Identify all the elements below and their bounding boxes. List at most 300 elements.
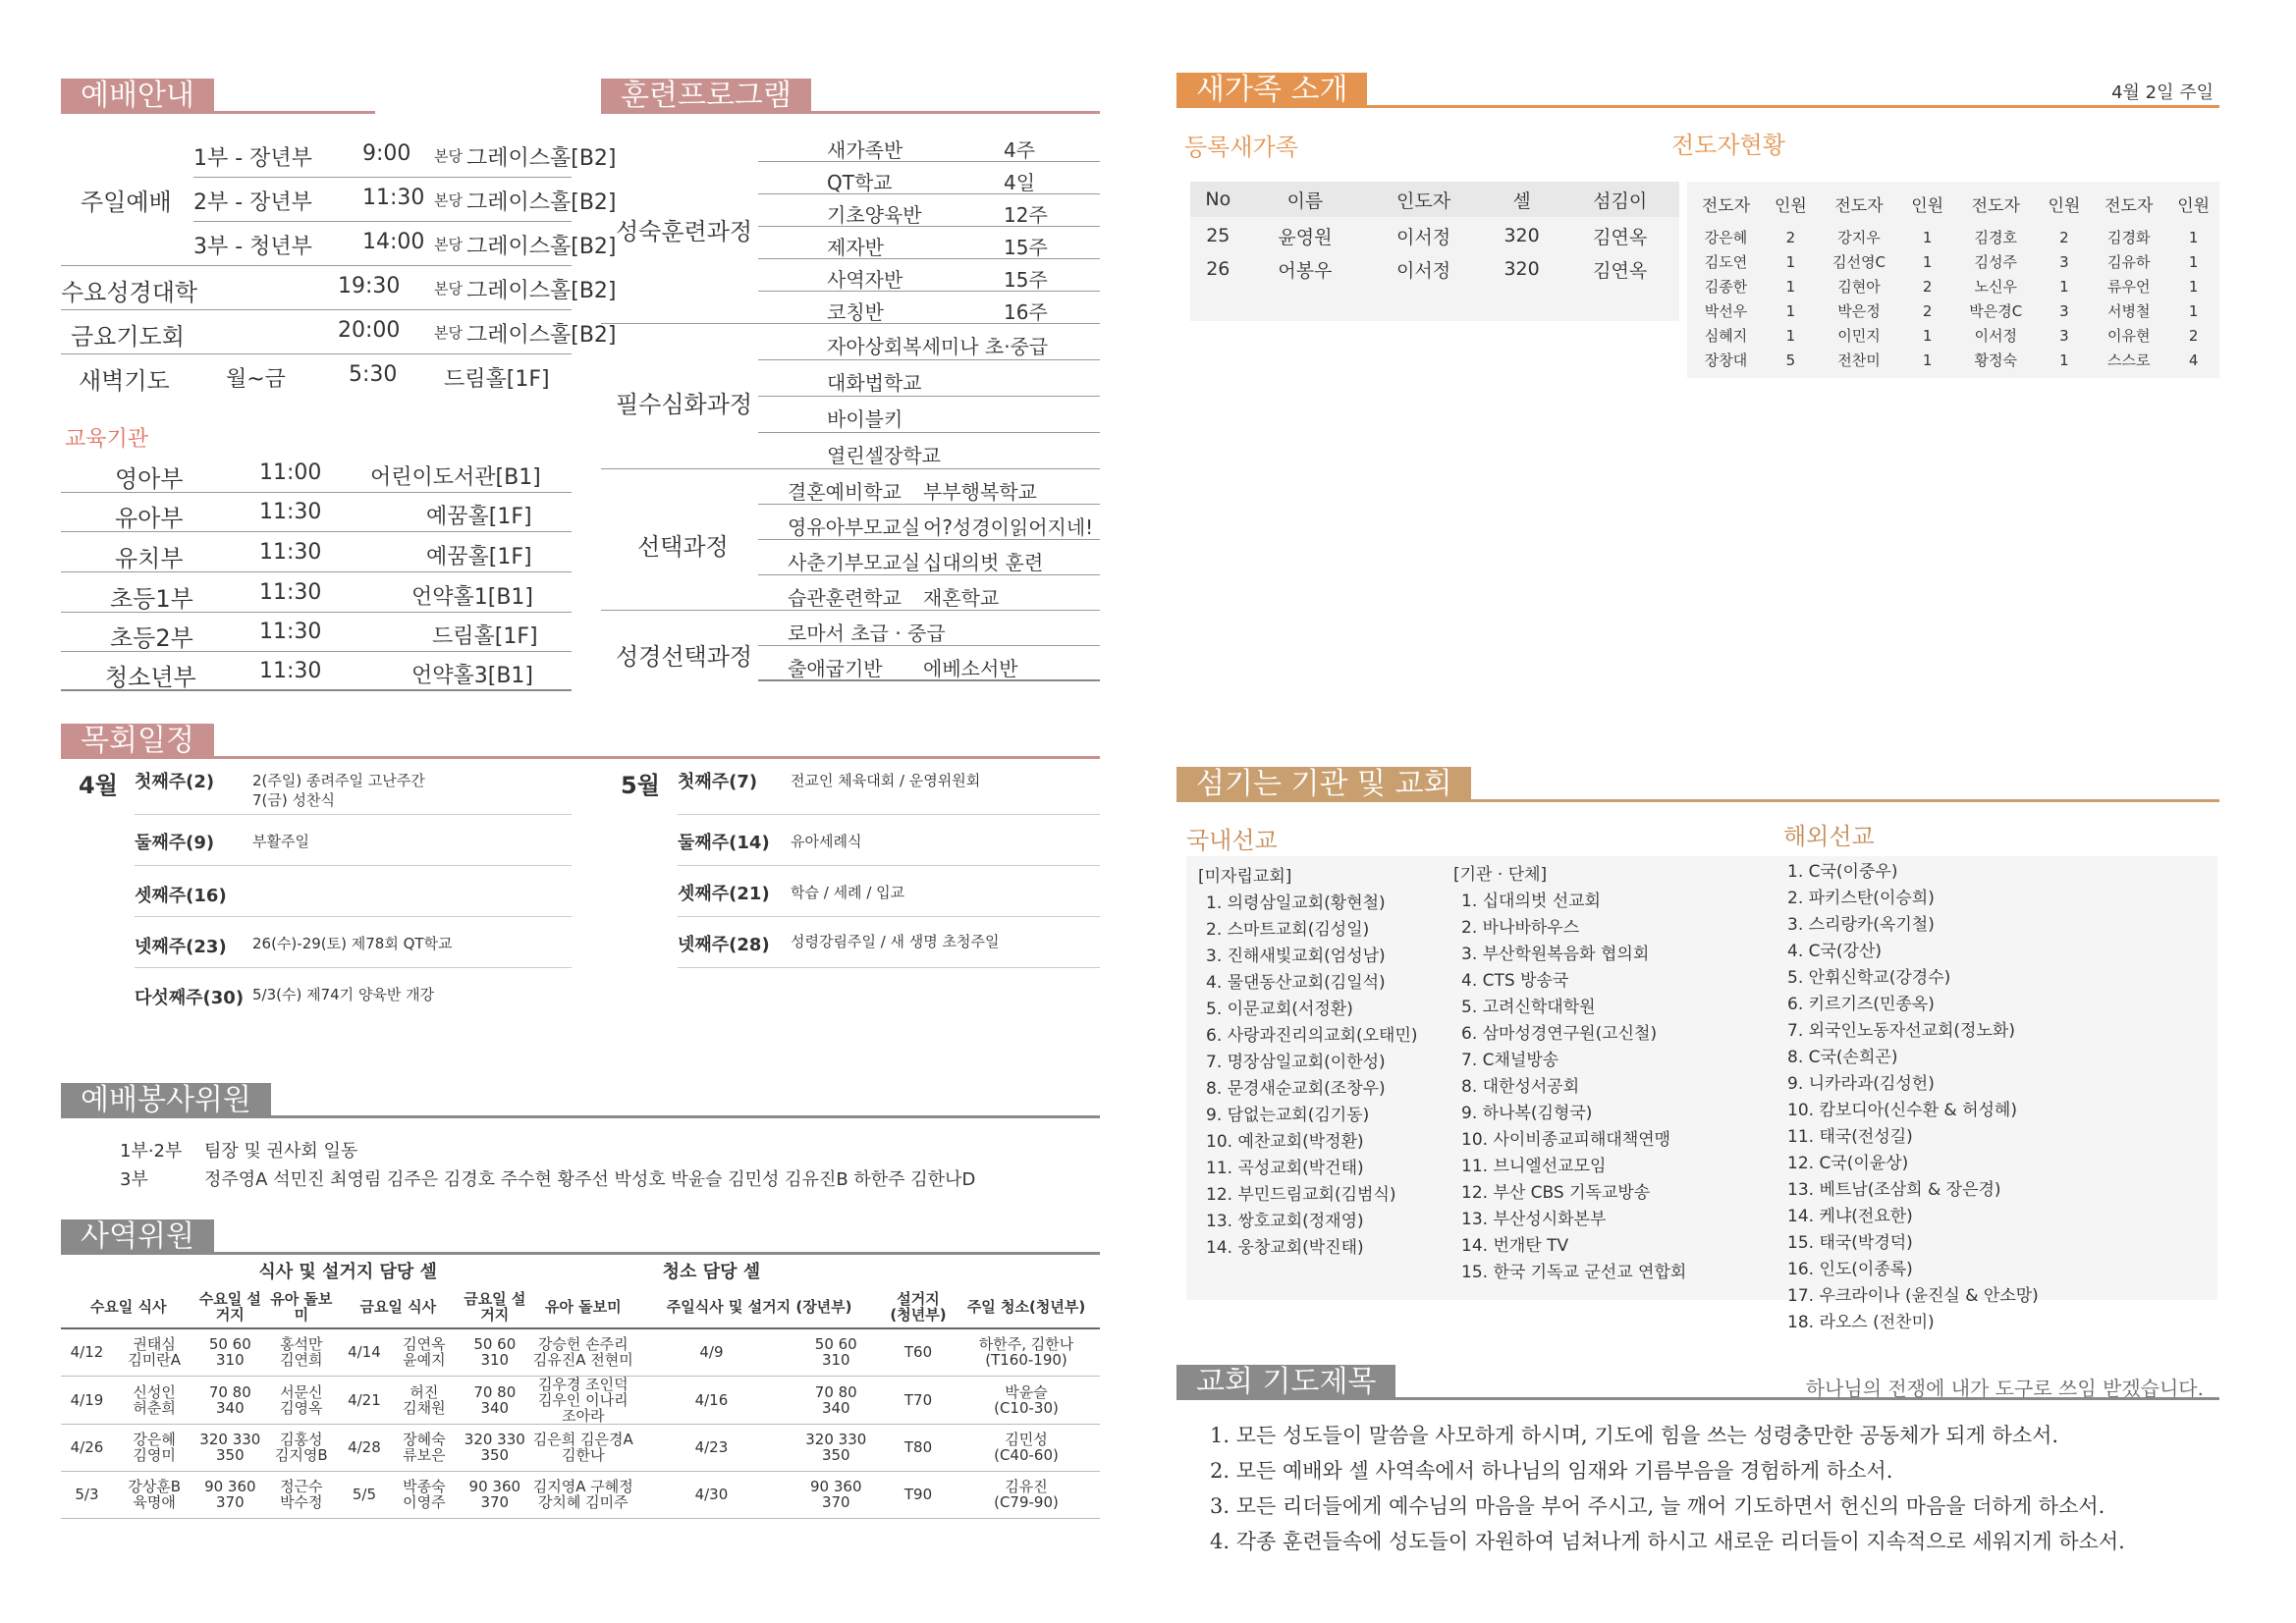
domestic-title: 국내선교 <box>1186 827 1278 854</box>
service-day: 월~금 <box>226 367 286 392</box>
church-item: 2. 스마트교회(김성일) <box>1206 920 1370 940</box>
col-header: 유아 돌보미 <box>531 1285 634 1328</box>
service-name: 3부 - 청년부 <box>193 235 312 259</box>
prayer-subtitle: 하나님의 전쟁에 내가 도구로 쓰임 받겠습니다. <box>1805 1377 2204 1400</box>
ev-cell: 강은혜 <box>1704 229 1748 246</box>
org-item: 15. 한국 기독교 군선교 연합회 <box>1461 1263 1687 1282</box>
ev-col-header: 인원 <box>2177 195 2211 216</box>
church-item: 13. 쌍호교회(정재영) <box>1206 1212 1364 1231</box>
fri-meal-line: 허진 <box>410 1382 439 1401</box>
ev-cell: 1 <box>1785 252 1796 271</box>
wed-dish-line: 50 60 <box>208 1335 251 1354</box>
course-name-2: 부부행복학교 <box>923 480 1037 504</box>
cleaning-line: (T160-190) <box>985 1351 1067 1370</box>
worship-row <box>61 310 617 354</box>
cleaning-line: 하한주, 김한나 <box>978 1335 1074 1354</box>
service-place: 그레이스홀[B2] <box>466 279 617 303</box>
course-row <box>758 360 1100 397</box>
ev-cell: 1 <box>1922 252 1933 271</box>
foreign-item: 6. 키르기즈(민종옥) <box>1787 995 1935 1014</box>
wed-care <box>264 1471 338 1518</box>
week-label: 다섯째주(30) <box>135 988 245 1008</box>
ministry-row <box>61 1376 1100 1424</box>
ev-cell: 1 <box>1922 326 1933 345</box>
course-length: 12주 <box>1004 203 1048 227</box>
sun-meal-line: 50 60 <box>814 1335 857 1354</box>
ev-cell: 스스로 <box>2107 352 2151 369</box>
fri-dish-line: 340 <box>480 1398 510 1417</box>
evangelist-row <box>1687 348 2219 372</box>
sun-meal-line: 340 <box>821 1398 850 1417</box>
fri-dish-line: 370 <box>480 1493 510 1511</box>
ev-col-header: 전도자 <box>2105 195 2154 216</box>
foreign-item: 9. 니카라과(김성헌) <box>1787 1074 1935 1094</box>
org-item: 14. 번개탄 TV <box>1461 1236 1569 1256</box>
ev-cell: 김성주 <box>1974 253 2017 271</box>
wed-dish-line: 90 360 <box>204 1478 256 1495</box>
ev-col-header: 전도자 <box>1971 195 2020 216</box>
course-name: 로마서 초급 · 중급 <box>788 622 946 645</box>
course-row <box>601 433 1100 469</box>
prayer-item: 4. 각종 훈련들속에 성도들이 자원하여 넘쳐나게 하시고 새로운 리더들이 지속적으로 세워지게 하소서. <box>1210 1530 2125 1553</box>
ev-cell: 박은정 <box>1837 302 1881 320</box>
foreign-item: 16. 인도(이종록) <box>1787 1260 1913 1279</box>
col-header: 금요일 설거지 <box>458 1285 531 1328</box>
org-item: 3. 부산학원복음화 협의회 <box>1461 945 1650 964</box>
org-item: 1. 십대의벗 선교회 <box>1461 892 1601 911</box>
course-name: 열린셀장학교 <box>827 444 941 467</box>
wed-dish-line: 340 <box>215 1398 245 1417</box>
foreign-item: 1. C국(이중우) <box>1787 862 1898 882</box>
dept-place: 어린이도서관[B1] <box>370 465 541 490</box>
sun-date: 4/16 <box>634 1376 788 1424</box>
dept-name: 청소년부 <box>105 664 196 691</box>
ev-cell: 박은경C <box>1969 302 2023 320</box>
evangelist-title: 전도자현황 <box>1671 132 1785 159</box>
week-row <box>678 866 1100 917</box>
course-name-2: 에베소서반 <box>923 657 1018 680</box>
wed-care-line: 서문신 <box>280 1382 323 1401</box>
pastoral-header <box>61 724 1100 759</box>
week-label: 첫째주(7) <box>678 772 758 792</box>
ev-cell: 1 <box>2188 228 2199 246</box>
education-row <box>61 613 572 652</box>
nf-cell: 이서정 <box>1396 259 1451 282</box>
ev-cell: 전찬미 <box>1837 352 1881 369</box>
training-title: 훈련프로그램 <box>601 79 811 114</box>
nf-cell: 320 <box>1503 258 1540 280</box>
course-row <box>758 194 1100 227</box>
sun-meal <box>789 1328 884 1376</box>
service-place: 그레이스홀[B2] <box>466 235 617 259</box>
prayer-title: 교회 기도제목 <box>1176 1365 1395 1400</box>
course-row <box>758 324 1100 360</box>
week-label: 셋째주(21) <box>678 884 770 904</box>
fri-care-line: 김우인 이나리 <box>537 1390 629 1409</box>
church-item: 10. 예찬교회(박정환) <box>1206 1132 1364 1152</box>
org-item: 7. C채널방송 <box>1461 1051 1559 1070</box>
course-length: 4주 <box>1004 138 1036 162</box>
wed-dish-line: 320 330 <box>199 1431 261 1448</box>
service-name: 새벽기도 <box>79 367 170 395</box>
org-item: 5. 고려신학대학원 <box>1461 998 1596 1017</box>
ev-cell: 강지우 <box>1837 229 1881 246</box>
course-group-name: 선택과정 <box>637 533 729 561</box>
wed-dish-line: 70 80 <box>208 1382 251 1401</box>
week-row <box>135 815 572 866</box>
churches-head: [미자립교회] <box>1198 867 1292 887</box>
wed-date: 4/12 <box>61 1328 113 1376</box>
org-item: 11. 브니엘선교모임 <box>1461 1157 1607 1176</box>
newfamily-row <box>1190 254 1679 284</box>
evangelist-row <box>1687 298 2219 323</box>
foreign-item: 8. C국(손희곤) <box>1787 1048 1898 1067</box>
week-label: 넷째주(23) <box>135 937 227 957</box>
org-item: 13. 부산성시화본부 <box>1461 1210 1607 1229</box>
church-item: 11. 곡성교회(박건태) <box>1206 1159 1364 1178</box>
week-event: 5/3(수) 제74기 양육반 개강 <box>252 986 435 1003</box>
foreign-item: 3. 스리랑카(옥기철) <box>1787 915 1935 935</box>
youth-dish: T70 <box>884 1376 953 1424</box>
foreign-item: 2. 파키스탄(이승희) <box>1787 889 1935 908</box>
wed-date: 4/19 <box>61 1376 113 1424</box>
ev-cell: 서병철 <box>2107 302 2151 320</box>
course-row <box>758 540 1100 575</box>
foreign-item: 10. 캄보디아(신수환 & 허성혜) <box>1787 1101 2017 1120</box>
cleaning <box>953 1424 1100 1471</box>
course-name: 출애굽기반 <box>788 657 883 680</box>
fri-dish <box>458 1328 531 1376</box>
wed-meal-line: 허춘희 <box>133 1398 176 1417</box>
service-place: 드림홀[1F] <box>444 367 550 392</box>
service-name: 1부 - 장년부 <box>193 146 312 171</box>
fri-dish-line: 320 330 <box>464 1431 525 1448</box>
foreign-item: 7. 외국인노동자선교회(정노화) <box>1787 1021 2015 1041</box>
course-name: 사춘기부모교실 <box>788 551 921 574</box>
wed-meal-line: 강은혜 <box>133 1431 176 1448</box>
week-row <box>135 866 572 917</box>
ev-cell: 류우언 <box>2107 278 2151 296</box>
course-name: 제자반 <box>827 236 884 259</box>
sun-meal-line: 350 <box>821 1446 850 1464</box>
week-label: 첫째주(2) <box>135 772 215 792</box>
wed-care-line: 박수정 <box>280 1493 323 1511</box>
course-name: 습관훈련학교 <box>788 586 902 610</box>
dept-place: 예꿈홀[1F] <box>426 505 532 529</box>
wed-care-line: 정근수 <box>280 1478 323 1495</box>
fri-dish <box>458 1424 531 1471</box>
worship-row <box>61 354 572 399</box>
ev-cell: 김종한 <box>1704 278 1748 296</box>
course-row <box>601 575 1100 611</box>
youth-dish: T80 <box>884 1424 953 1471</box>
week-row <box>135 764 572 815</box>
dept-time: 11:00 <box>259 460 322 485</box>
dept-time: 11:30 <box>259 580 322 605</box>
wed-care-line: 김홍성 <box>280 1431 323 1448</box>
ev-cell: 이민지 <box>1837 327 1881 345</box>
sun-meal-line: 70 80 <box>814 1382 857 1401</box>
nf-col-header: 셀 <box>1483 182 1560 217</box>
course-name-2: 십대의벗 훈련 <box>923 551 1044 574</box>
course-name-2: 어?성경이읽어지네! <box>923 515 1094 539</box>
ev-cell: 김선영C <box>1832 253 1886 271</box>
course-row <box>601 292 1100 324</box>
fri-dish <box>458 1471 531 1518</box>
ev-cell: 2 <box>2188 326 2199 345</box>
ministry-row <box>61 1471 1100 1518</box>
week-event: 2(주일) 종려주일 고난주간 <box>252 772 425 789</box>
week-row <box>135 917 572 968</box>
course-group-name: 성숙훈련과정 <box>616 218 753 245</box>
missions-title: 섬기는 기관 및 교회 <box>1176 767 1471 802</box>
foreign-item: 5. 안휘신학교(강경수) <box>1787 968 1951 988</box>
nf-col-header: 섬김이 <box>1560 182 1679 217</box>
ev-cell: 2 <box>1922 277 1933 296</box>
wed-meal <box>113 1328 195 1376</box>
wed-care-line: 김지영B <box>274 1446 328 1464</box>
ev-cell: 1 <box>2188 277 2199 296</box>
col-header: 금요일 식사 <box>338 1285 458 1328</box>
foreign-item: 15. 태국(박경덕) <box>1787 1233 1913 1253</box>
ev-cell: 장창대 <box>1704 352 1748 369</box>
dept-place: 언약홀3[B1] <box>411 664 534 688</box>
fri-care-line: 김유진A 전현미 <box>532 1351 633 1370</box>
evangelist-row <box>1687 225 2219 249</box>
wed-date: 4/26 <box>61 1424 113 1471</box>
fri-dish-line: 90 360 <box>468 1478 521 1495</box>
col-header: 유아 돌보미 <box>264 1285 338 1328</box>
week-label: 둘째주(14) <box>678 833 770 853</box>
ev-col-header: 인원 <box>2048 195 2081 216</box>
course-row <box>758 259 1100 292</box>
ev-cell: 2 <box>1922 301 1933 320</box>
ev-cell: 1 <box>2059 277 2069 296</box>
fri-date: 4/21 <box>338 1376 390 1424</box>
service-name: 금요기도회 <box>71 323 185 351</box>
worship-title: 예배안내 <box>61 79 214 114</box>
wed-care <box>264 1328 338 1376</box>
week-row <box>678 815 1100 866</box>
ev-cell: 김도연 <box>1704 253 1748 271</box>
sunday-row <box>193 134 617 178</box>
fri-care-line: 김은희 김은경A <box>532 1431 633 1448</box>
ev-cell: 김유하 <box>2107 253 2151 271</box>
wed-care <box>264 1376 338 1424</box>
course-name: 새가족반 <box>827 138 903 162</box>
foreign-item: 11. 태국(전성길) <box>1787 1127 1913 1147</box>
service-time: 14:00 <box>362 230 425 254</box>
ev-cell: 1 <box>2059 351 2069 369</box>
org-item: 6. 삼마성경연구원(고신철) <box>1461 1024 1658 1044</box>
course-name: QT학교 <box>827 171 893 194</box>
cleaning-line: 김유진 <box>1005 1478 1048 1495</box>
course-length: 15주 <box>1004 268 1048 292</box>
ev-cell: 3 <box>2059 326 2069 345</box>
fri-care-line: 김한나 <box>562 1446 605 1464</box>
ev-cell: 김현아 <box>1837 278 1881 296</box>
week-event: 학습 / 세례 / 입교 <box>791 884 905 901</box>
course-row <box>758 162 1100 194</box>
dept-name: 초등2부 <box>110 624 193 652</box>
wed-meal-line: 신성인 <box>133 1382 176 1401</box>
wed-meal <box>113 1376 195 1424</box>
service-text: 팀장 및 권사회 일동 <box>204 1141 358 1162</box>
prayer-item: 3. 모든 리더들에게 예수님의 마음을 부어 주시고, 늘 깨어 기도하면서 헌신의 마음을 더하게 하소서. <box>1210 1494 2105 1518</box>
ev-col-header: 전도자 <box>1701 195 1751 216</box>
service-time: 9:00 <box>362 141 411 166</box>
newfamily-table-box <box>1190 182 1679 321</box>
fri-dish-line: 70 80 <box>473 1382 517 1401</box>
training-header <box>601 79 1100 114</box>
week-label: 둘째주(9) <box>135 833 215 853</box>
dept-name: 초등1부 <box>110 585 193 613</box>
ev-cell: 1 <box>2188 252 2199 271</box>
course-row <box>758 505 1100 540</box>
meal-header: 식사 및 설거지 담당 셀 <box>258 1262 437 1282</box>
fri-care <box>531 1328 634 1376</box>
course-row <box>758 397 1100 433</box>
ministry-header <box>61 1219 1100 1255</box>
fri-dish-line: 310 <box>480 1351 510 1370</box>
week-event: 26(수)-29(토) 제78회 QT학교 <box>252 935 453 952</box>
dept-time: 11:30 <box>259 540 322 565</box>
sun-date: 4/9 <box>634 1328 788 1376</box>
bulletin-date: 4월 2일 주일 <box>2111 82 2214 103</box>
org-item: 8. 대한성서공회 <box>1461 1077 1580 1097</box>
ev-col-header: 인원 <box>1774 195 1807 216</box>
service-label: 3부 <box>120 1169 148 1190</box>
ev-col-header: 인원 <box>1911 195 1944 216</box>
sunday-label: 주일예배 <box>81 189 172 216</box>
service-place: 그레이스홀[B2] <box>466 190 617 215</box>
week-row <box>678 764 1100 815</box>
fri-care-line: 강치혜 김미주 <box>537 1493 629 1511</box>
dept-name: 유아부 <box>115 505 184 532</box>
sunday-row <box>193 178 617 222</box>
orgs-list <box>1453 862 1686 1286</box>
nf-cell: 윤영원 <box>1278 226 1333 248</box>
org-item: 2. 바나바하우스 <box>1461 918 1580 938</box>
ev-cell: 3 <box>2059 252 2069 271</box>
place-prefix: 본당 <box>434 236 463 253</box>
dept-place: 언약홀1[B1] <box>411 585 534 610</box>
ev-cell: 이서정 <box>1974 327 2017 345</box>
youth-dish: T90 <box>884 1471 953 1518</box>
newfamily-header <box>1176 73 2219 108</box>
sun-meal <box>789 1471 884 1518</box>
wed-dish-line: 310 <box>215 1351 245 1370</box>
foreign-item: 4. C국(강산) <box>1787 942 1883 961</box>
youth-dish: T60 <box>884 1328 953 1376</box>
sun-date: 4/30 <box>634 1471 788 1518</box>
wed-care-line: 홍석만 <box>280 1335 323 1354</box>
education-row <box>61 652 572 691</box>
cleaning <box>953 1328 1100 1376</box>
course-name: 기초양육반 <box>827 203 922 227</box>
churches-list <box>1198 864 1418 1262</box>
education-title: 교육기관 <box>65 427 149 452</box>
foreign-item: 18. 라오스 (전찬미) <box>1787 1313 1935 1332</box>
prayer-item: 2. 모든 예배와 셀 사역속에서 하나님의 임재와 기름부음을 경험하게 하소서. <box>1210 1459 1893 1483</box>
service-name: 2부 - 장년부 <box>193 190 312 215</box>
wed-care <box>264 1424 338 1471</box>
course-name: 영유아부모교실 <box>788 515 921 539</box>
newfamily-title: 새가족 소개 <box>1176 73 1367 108</box>
registered-title: 등록새가족 <box>1184 134 1298 161</box>
course-length: 4일 <box>1004 171 1036 194</box>
nf-cell: 어봉우 <box>1278 259 1333 282</box>
wed-date: 5/3 <box>61 1471 113 1518</box>
may-schedule <box>609 764 1100 980</box>
ev-cell: 4 <box>2188 351 2199 369</box>
fri-meal-line: 이영주 <box>403 1493 446 1511</box>
course-group-name: 필수심화과정 <box>616 391 753 418</box>
org-item: 4. CTS 방송국 <box>1461 971 1569 991</box>
week-row <box>678 917 1100 968</box>
service-place: 그레이스홀[B2] <box>466 323 617 348</box>
col-header: 수요일 설거지 <box>195 1285 264 1328</box>
education-row <box>61 454 572 493</box>
wed-meal <box>113 1424 195 1471</box>
church-item: 3. 진해새빛교회(엄성남) <box>1206 947 1386 966</box>
wed-dish <box>195 1424 264 1471</box>
wed-meal <box>113 1471 195 1518</box>
fri-care-line: 조아라 <box>562 1406 605 1425</box>
fri-dish-line: 350 <box>480 1446 510 1464</box>
nf-cell: 김연옥 <box>1593 259 1648 282</box>
sun-meal-line: 310 <box>821 1351 850 1370</box>
service-label: 1부·2부 <box>120 1141 183 1162</box>
month-label: 5월 <box>621 772 660 799</box>
april-schedule <box>61 764 572 1019</box>
cleaning-line: (C40-60) <box>994 1446 1059 1464</box>
sun-meal <box>789 1376 884 1424</box>
wed-meal-line: 김영미 <box>133 1446 176 1464</box>
ev-col-header: 전도자 <box>1834 195 1884 216</box>
pastoral-title: 목회일정 <box>61 724 214 759</box>
wed-care-line: 김연희 <box>280 1351 323 1370</box>
evangelist-row <box>1687 323 2219 348</box>
org-item: 9. 하나복(김형국) <box>1461 1104 1593 1123</box>
wed-meal-line: 강상훈B <box>128 1478 181 1495</box>
foreign-item: 17. 우크라이나 (윤진실 & 안소망) <box>1787 1286 2039 1306</box>
dept-name: 영아부 <box>115 465 184 493</box>
week-event: 7(금) 성찬식 <box>252 791 335 809</box>
foreign-list <box>1787 859 2039 1336</box>
course-name-2: 재혼학교 <box>923 586 1000 610</box>
worship-table <box>61 134 617 399</box>
ministry-row <box>61 1328 1100 1376</box>
fri-meal-line: 윤예지 <box>403 1351 446 1370</box>
place-prefix: 본당 <box>434 324 463 342</box>
nf-col-header: 이름 <box>1246 182 1365 217</box>
prayer-header <box>1176 1365 2219 1400</box>
newfamily-row <box>1190 217 1679 254</box>
dept-time: 11:30 <box>259 659 322 683</box>
nf-cell: 320 <box>1503 225 1540 246</box>
fri-care <box>531 1471 634 1518</box>
wed-meal-line: 육명애 <box>133 1493 176 1511</box>
fri-meal-line: 김채원 <box>403 1398 446 1417</box>
course-row <box>758 611 1100 646</box>
ev-cell: 박선우 <box>1704 302 1748 320</box>
org-item: 12. 부산 CBS 기독교방송 <box>1461 1183 1651 1203</box>
place-prefix: 본당 <box>434 191 463 209</box>
nf-col-header: 인도자 <box>1364 182 1483 217</box>
service-place: 그레이스홀[B2] <box>466 146 617 171</box>
cleaning-line: 김민성 <box>1005 1431 1048 1448</box>
